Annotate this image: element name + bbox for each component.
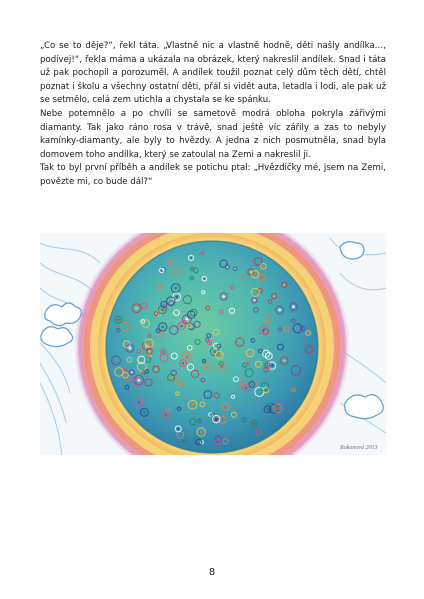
artist-signature: Rokonová 2013 [340,445,378,451]
globe-dot [202,252,203,253]
globe-dot [160,286,161,287]
globe-dot [218,346,219,347]
globe [106,241,318,453]
globe-dot [262,265,264,267]
globe-dot [224,406,227,409]
globe-drawing [40,233,386,455]
globe-dot [157,330,158,331]
globe-dot [149,355,150,356]
globe-dot [131,371,133,373]
globe-dot [213,350,216,353]
globe-dot [174,287,177,290]
globe-dot [218,354,221,357]
globe-dot [253,422,255,424]
globe-dot [170,303,172,305]
globe-dot [163,303,165,305]
globe-dot [148,342,151,345]
globe-dot [149,335,150,336]
globe-dot [199,420,200,421]
globe-dot [177,428,179,430]
globe-dot [292,305,295,308]
globe-dot [209,342,211,344]
globe-dot [278,309,281,312]
globe-dot [161,326,164,329]
story-text [40,40,386,190]
globe-dot [254,273,257,276]
globe-dot [232,396,233,397]
globe-dot [148,350,150,352]
globe-dot [135,307,138,310]
globe-dot [191,278,192,279]
paragraph: „Co se to děje?“, řekl táta. „Vlastně nic a vlastně hodně, děti našly andílka…, podívej!“, řekla máma a ukázala na obrázek, který nakreslil andílek. Snad i táta už pak pochopil a porozuměl. A andílek toužil poznat celý dům těch dětí, chtěl poznat i školu a všechny ostatní děti, přál si vidět auta, letadla i lodi, ale pak už se setmělo, celá zem utichla a chystala se ke spánku. [40,41,386,106]
globe-dot [257,363,259,365]
globe-dot [243,419,245,421]
globe-dot [207,307,208,308]
globe-dot [215,418,218,421]
globe-dot [283,284,285,286]
paragraph: Nebe potemnělo a po chvíli se sametově modrá obloha pokryla zářivými diamanty. Tak jako ráno rosa v trávě, snad ještě víc zářily a zas to nebyly kamínky-diamanty, ale byly to hvězdy. A jedna z nich posmutněla, snad byla domovem toho andílka, který se zatoulal na Zemi a nakreslil ji. [40,108,386,160]
globe-dot [117,319,119,321]
globe-dot [260,277,262,279]
paragraph: Tak to byl první příběh a andílek se potichu ptal: „Hvězdičky mé, jsem na Zemi, povězte mi, co bude dál?“ [40,163,386,187]
globe-dot [192,268,193,269]
globe-dot [249,352,252,355]
globe-dot [204,361,205,362]
globe-dot [204,278,206,280]
globe-dot [177,393,178,394]
globe-illustration [40,233,386,455]
globe-dot [266,408,268,410]
globe-dot [262,329,265,332]
globe-dot [222,295,225,298]
globe-dot [138,401,141,404]
globe-dot [273,295,275,297]
globe-dot [169,262,170,263]
globe-dot [217,442,219,444]
globe-dot [143,372,144,373]
globe-dot [175,296,178,299]
globe-dot [245,387,247,389]
globe-dot [156,313,157,314]
globe-dot [190,257,192,259]
globe-dot [162,351,164,353]
globe-dot [182,362,184,364]
globe-dot [126,343,128,345]
globe-dot [165,414,167,416]
globe-dot [247,363,248,364]
globe-dot [180,325,183,328]
globe-dot [253,299,255,301]
globe-dot [185,355,188,358]
globe-dot [200,431,203,434]
globe-dot [283,359,286,362]
globe-dot [129,359,131,361]
globe-dot [179,408,180,409]
globe-dot [155,368,157,370]
globe-dot [143,411,146,414]
globe-dot [266,364,268,366]
globe-dot [277,407,280,410]
globe-dot [235,268,236,269]
globe-dot [251,383,253,385]
globe-dot [146,371,147,372]
globe-dot [191,403,194,406]
page-number: 8 [208,567,216,578]
